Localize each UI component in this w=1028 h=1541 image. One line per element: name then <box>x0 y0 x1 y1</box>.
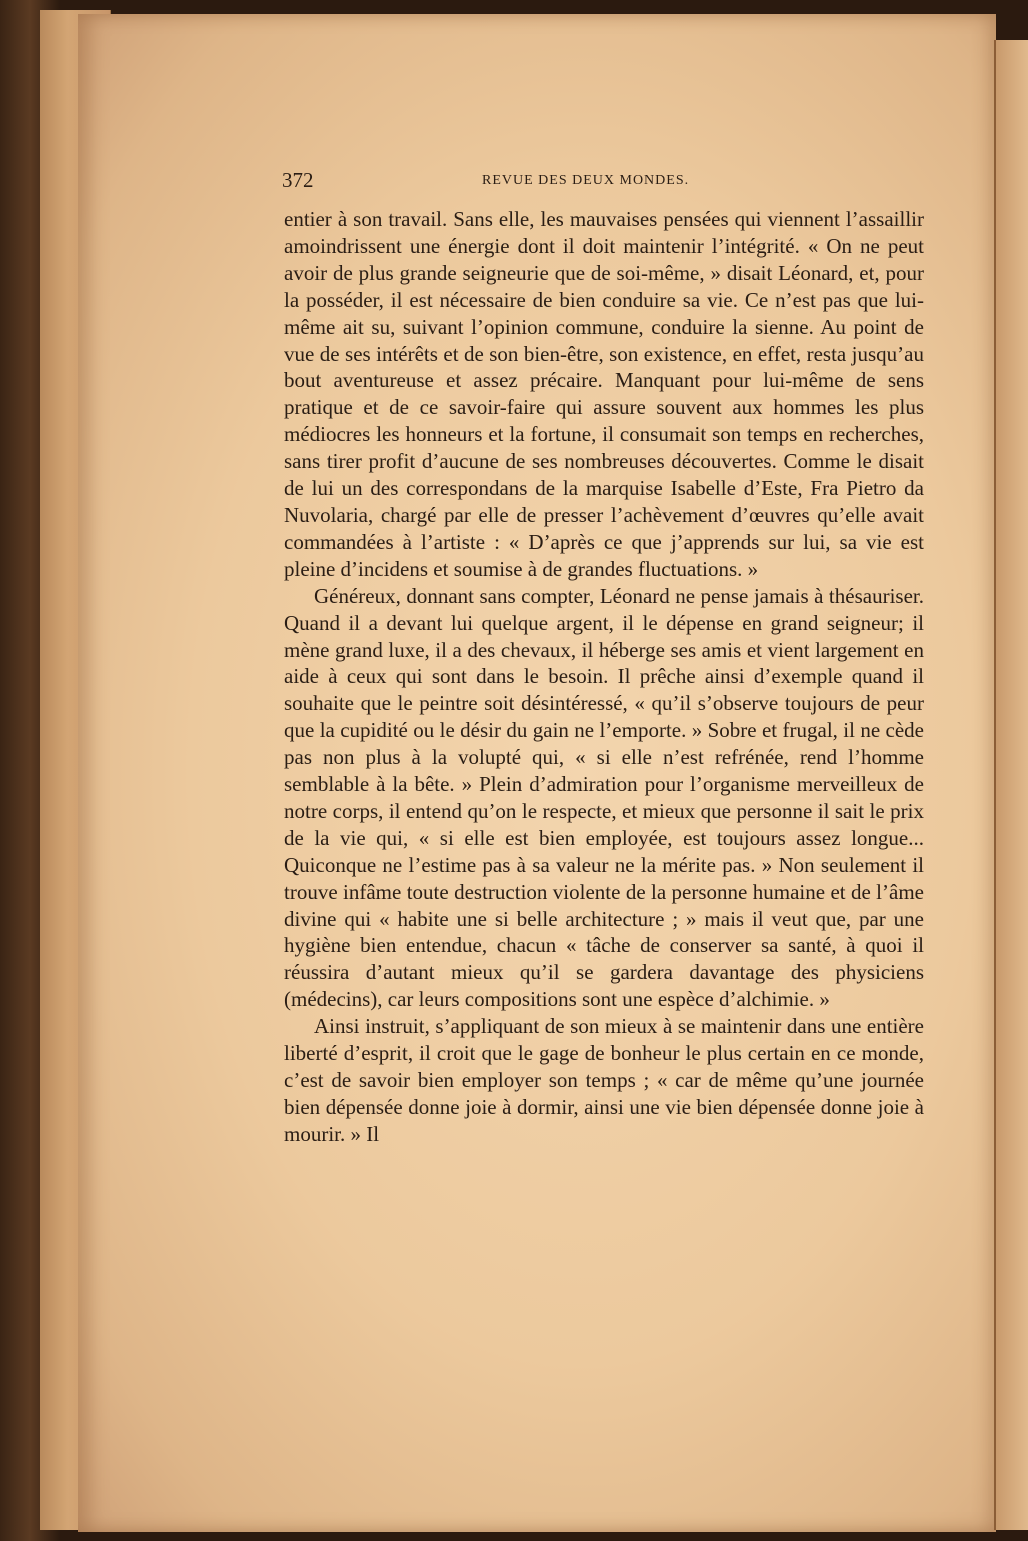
facing-page-edge <box>994 40 1028 1530</box>
running-header <box>282 168 922 194</box>
page-number: 372 <box>282 168 314 192</box>
paragraph: Généreux, donnant sans compter, Léonard ne pense jamais à thésauriser. Quand il a devant lui quelque argent, il le dépense en grand seigneur; il mène grand luxe, il a des chevaux, il héberge ses amis et vient largement en aide à ceux qui sont dans le besoin. Il prêche ainsi d’exemple quand il souhaite que le peintre soit désintéressé, « qu’il s’observe toujours de peur que la cupidité ou le désir du gain ne l’emporte. » Sobre et frugal, il ne cède pas non plus à la volupté qui, « si elle n’est refrénée, rend l’homme semblable à la bête. » Plein d’admiration pour l’organisme merveilleux de notre corps, il entend qu’on le respecte, et mieux que personne il sait le prix de la vie qui, « si elle est bien employée, est toujours assez longue... Quiconque ne l’estime pas à sa valeur ne la mérite pas. » Non seulement il trouve infâme toute destruction violente de la personne humaine et de l’âme divine qui « habite une si belle architecture ; » mais il veut que, par une hygiène bien entendue, chacun « tâche de conserver sa santé, à quoi il réussira d’autant mieux qu’il se gardera davantage des physiciens (médecins), car leurs compositions sont une espèce d’alchimie. » <box>284 583 924 1012</box>
running-title: REVUE DES DEUX MONDES. <box>482 173 690 188</box>
body-text <box>284 206 924 1148</box>
paragraph: Ainsi instruit, s’appliquant de son mieux à se maintenir dans une entière liberté d’esprit, il croit que le gage de bonheur le plus certain en ce monde, c’est de savoir bien employer son temps ; « car de même qu’une journée bien dépensée donne joie à dormir, ainsi une vie bien dépensée donne joie à mourir. » Il <box>284 1014 924 1146</box>
paragraph: entier à son travail. Sans elle, les mauvaises pensées qui viennent l’assaillir amoindrissent une énergie dont il doit maintenir l’intégrité. « On ne peut avoir de plus grande seigneurie que de soi-même, » disait Léonard, et, pour la posséder, il est nécessaire de bien conduire sa vie. Ce n’est pas que lui-même ait su, suivant l’opinion commune, conduire la sienne. Au point de vue de ses intérêts et de son bien-être, son existence, en effet, resta jusqu’au bout aventureuse et assez précaire. Manquant pour lui-même de sens pratique et de ce savoir-faire qui assure souvent aux hommes les plus médiocres les honneurs et la fortune, il consumait son temps en recherches, sans tirer profit d’aucune de ses nombreuses découvertes. Comme le disait de lui un des correspondans de la marquise Isabelle d’Este, Fra Pietro da Nuvolaria, chargé par elle de presser l’achèvement d’œuvres qu’elle avait commandées à l’artiste : « D’après ce que j’apprends sur lui, sa vie est pleine d’incidens et soumise à de grandes fluctuations. » <box>284 207 924 581</box>
